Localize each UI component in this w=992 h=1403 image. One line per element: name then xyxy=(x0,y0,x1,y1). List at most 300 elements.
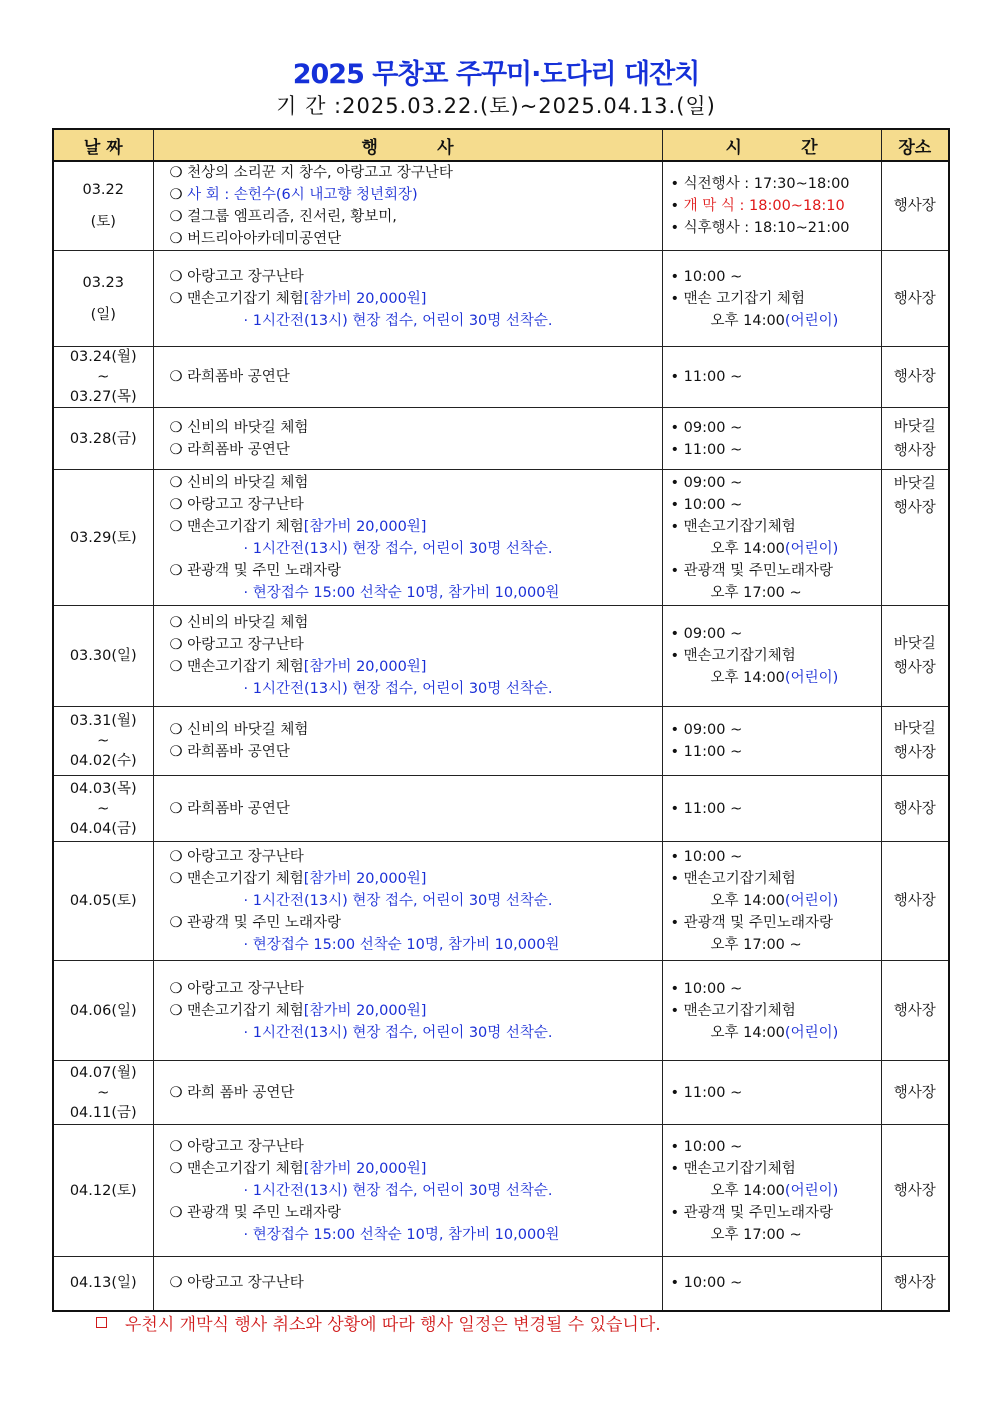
circle-bullet-icon: ❍ xyxy=(169,496,188,513)
dot-bullet-icon: • xyxy=(670,369,684,385)
text-segment: · 1시간전(13시) 현장 접수, 어린이 30명 선착순. xyxy=(243,1024,553,1041)
circle-bullet-icon: ❍ xyxy=(169,187,188,203)
text-segment: (어린이) xyxy=(784,893,839,909)
text-line xyxy=(671,266,881,288)
text-segment: 식후행사 : 18:10~21:00 xyxy=(683,220,850,236)
text-segment: 오후 14:00 xyxy=(710,1182,785,1199)
event-cell xyxy=(153,1061,662,1125)
text-segment: 09:00 ~ xyxy=(683,722,743,738)
dot-bullet-icon: • xyxy=(670,648,684,664)
text-line xyxy=(170,890,662,912)
text-segment: 10:00 ~ xyxy=(683,849,743,865)
text-line xyxy=(170,868,662,890)
date-line: 03.29(토) xyxy=(69,529,137,546)
dot-bullet-icon: • xyxy=(670,198,684,214)
text-segment: 아랑고고 장구난타 xyxy=(187,268,304,285)
date-line: 04.06(일) xyxy=(69,1002,137,1019)
event-cell xyxy=(153,347,662,408)
dot-bullet-icon: • xyxy=(670,441,684,458)
circle-bullet-icon: ❍ xyxy=(169,800,188,817)
text-line xyxy=(671,1136,881,1158)
text-segment: 10:00 ~ xyxy=(683,1275,743,1292)
date-line xyxy=(54,293,153,305)
text-segment: 신비의 바닷길 체험 xyxy=(187,722,309,738)
text-segment: 11:00 ~ xyxy=(683,1084,743,1101)
time-cell xyxy=(662,1061,881,1125)
text-line xyxy=(170,1082,662,1104)
circle-bullet-icon: ❍ xyxy=(169,419,188,436)
table-row xyxy=(53,251,949,347)
date-line xyxy=(54,200,153,212)
text-line xyxy=(671,195,881,217)
text-line xyxy=(170,656,662,678)
table-row xyxy=(53,1125,949,1257)
text-segment: 맨손고기잡기체험 xyxy=(683,1160,796,1177)
table-row xyxy=(53,776,949,842)
place-cell xyxy=(881,961,949,1061)
text-segment: 관광객 및 주민 노래자랑 xyxy=(187,1204,342,1221)
dot-bullet-icon: • xyxy=(670,176,684,192)
time-cell xyxy=(662,776,881,842)
text-segment: (어린이) xyxy=(784,1024,839,1041)
text-segment: 개 막 식 : 18:00~18:10 xyxy=(683,198,845,214)
text-segment: · 1시간전(13시) 현장 접수, 어린이 30명 선착순. xyxy=(243,312,553,329)
dot-bullet-icon: • xyxy=(670,419,684,436)
text-line xyxy=(671,516,881,538)
text-segment: 11:00 ~ xyxy=(683,744,743,760)
place-cell xyxy=(881,842,949,961)
text-segment: 라희폼바 공연단 xyxy=(187,441,290,458)
text-line xyxy=(170,184,662,206)
text-segment: 오후 14:00 xyxy=(710,1024,785,1041)
text-line xyxy=(170,538,662,560)
time-cell xyxy=(662,161,881,251)
text-segment: 관광객 및 주민노래자랑 xyxy=(683,1204,833,1221)
text-segment: 버드리아아카데미공연단 xyxy=(187,231,342,247)
text-segment: 관광객 및 주민 노래자랑 xyxy=(187,915,342,931)
text-segment: 아랑고고 장구난타 xyxy=(187,980,304,997)
text-line xyxy=(170,741,662,763)
text-line xyxy=(170,934,662,956)
event-cell xyxy=(153,470,662,606)
time-cell xyxy=(662,1257,881,1311)
text-segment: 라희폼바 공연단 xyxy=(187,744,290,760)
circle-bullet-icon: ❍ xyxy=(169,268,188,285)
date-line: 04.05(토) xyxy=(69,893,137,909)
text-segment: (어린이) xyxy=(784,312,839,329)
circle-bullet-icon: ❍ xyxy=(169,441,188,458)
date-cell xyxy=(53,161,153,251)
table-row xyxy=(53,347,949,408)
event-cell xyxy=(153,776,662,842)
circle-bullet-icon: ❍ xyxy=(169,659,188,675)
text-segment: · 1시간전(13시) 현장 접수, 어린이 30명 선착순. xyxy=(243,893,553,909)
text-segment: 라희 폼바 공연단 xyxy=(187,1084,295,1101)
page-title: 2025 무창포 주꾸미·도다리 대잔치 xyxy=(292,59,700,90)
text-line xyxy=(671,366,881,388)
text-segment: 11:00 ~ xyxy=(683,369,743,385)
text-line xyxy=(170,634,662,656)
text-segment: 오후 14:00 xyxy=(710,670,785,686)
date-cell xyxy=(53,470,153,606)
text-line xyxy=(671,1272,881,1294)
date-line: (일) xyxy=(90,306,116,323)
time-cell xyxy=(662,408,881,470)
circle-bullet-icon: ❍ xyxy=(169,562,188,579)
text-segment: · 현장접수 15:00 선착순 10명, 참가비 10,000원 xyxy=(243,1226,560,1243)
table-row xyxy=(53,470,949,606)
text-segment: (어린이) xyxy=(784,670,839,686)
text-line xyxy=(170,560,662,582)
text-line xyxy=(170,1180,662,1202)
text-line xyxy=(671,912,881,934)
date-line: 04.12(토) xyxy=(69,1182,137,1199)
place-cell xyxy=(881,161,949,251)
event-cell xyxy=(153,707,662,776)
text-line xyxy=(170,310,662,332)
date-line: ~ xyxy=(97,1084,110,1101)
date-cell xyxy=(53,251,153,347)
circle-bullet-icon: ❍ xyxy=(169,637,188,653)
place-cell xyxy=(881,470,949,606)
text-segment: 관광객 및 주민노래자랑 xyxy=(683,915,833,931)
dot-bullet-icon: • xyxy=(670,562,684,579)
text-segment: 맨손고기잡기체험 xyxy=(683,871,796,887)
date-line: 04.02(수) xyxy=(69,753,137,769)
place-cell xyxy=(881,1125,949,1257)
text-line xyxy=(671,719,881,741)
place-cell xyxy=(881,408,949,470)
text-line xyxy=(671,978,881,1000)
text-line xyxy=(671,310,881,332)
text-line xyxy=(170,1272,662,1294)
date-line: 03.24(월) xyxy=(69,349,137,365)
text-line xyxy=(671,741,881,763)
event-cell xyxy=(153,408,662,470)
circle-bullet-icon: ❍ xyxy=(169,1002,188,1019)
table-row xyxy=(53,961,949,1061)
dot-bullet-icon: • xyxy=(670,474,684,491)
event-cell xyxy=(153,842,662,961)
date-cell xyxy=(53,347,153,408)
text-line xyxy=(671,846,881,868)
text-segment: 천상의 소리꾼 지 창수, 아랑고고 장구난타 xyxy=(187,165,453,181)
text-segment: 라희폼바 공연단 xyxy=(187,369,290,385)
place-cell xyxy=(881,251,949,347)
text-line xyxy=(671,934,881,956)
time-cell xyxy=(662,707,881,776)
circle-bullet-icon: ❍ xyxy=(169,849,188,865)
circle-bullet-icon: ❍ xyxy=(169,369,188,385)
circle-bullet-icon: ❍ xyxy=(169,474,188,491)
event-cell xyxy=(153,961,662,1061)
time-cell xyxy=(662,842,881,961)
text-line xyxy=(671,890,881,912)
text-line xyxy=(170,582,662,604)
dot-bullet-icon: • xyxy=(670,849,684,865)
dot-bullet-icon: • xyxy=(670,290,684,307)
date-line: 04.07(월) xyxy=(69,1064,137,1081)
text-segment: [참가비 20,000원] xyxy=(303,1002,427,1019)
text-segment: 맨손고기잡기체험 xyxy=(683,1002,796,1019)
date-line: 04.04(금) xyxy=(69,820,137,837)
text-line xyxy=(170,798,662,820)
time-cell xyxy=(662,1125,881,1257)
event-cell xyxy=(153,161,662,251)
text-segment: 아랑고고 장구난타 xyxy=(187,637,304,653)
text-segment: 라희폼바 공연단 xyxy=(187,800,290,817)
dot-bullet-icon: • xyxy=(670,871,684,887)
text-line xyxy=(671,1224,881,1246)
text-line xyxy=(671,417,881,439)
text-line xyxy=(170,206,662,228)
date-line: 03.30(일) xyxy=(69,648,137,664)
text-line xyxy=(170,612,662,634)
text-line xyxy=(671,798,881,820)
circle-bullet-icon: ❍ xyxy=(169,615,188,631)
text-segment: · 현장접수 15:00 선착순 10명, 참가비 10,000원 xyxy=(243,584,560,601)
date-cell xyxy=(53,408,153,470)
text-line xyxy=(170,912,662,934)
text-line xyxy=(170,417,662,439)
text-line xyxy=(170,516,662,538)
text-line xyxy=(170,1022,662,1044)
text-line xyxy=(671,173,881,195)
place-line: 행사장 xyxy=(893,369,936,385)
text-segment: 오후 17:00 ~ xyxy=(710,937,802,953)
text-line xyxy=(170,1136,662,1158)
text-line xyxy=(671,1158,881,1180)
date-line: (토) xyxy=(90,214,116,230)
text-line xyxy=(671,1180,881,1202)
dot-bullet-icon: • xyxy=(670,1002,684,1019)
place-line: 행사장 xyxy=(893,1275,936,1292)
date-cell xyxy=(53,707,153,776)
text-segment: [참가비 20,000원] xyxy=(303,518,427,535)
circle-bullet-icon: ❍ xyxy=(169,980,188,997)
text-segment: 11:00 ~ xyxy=(683,441,743,458)
text-line xyxy=(170,678,662,700)
place-line: 바닷길 xyxy=(893,418,936,435)
text-segment: 걸그룹 엠프리즘, 진서린, 황보미, xyxy=(187,209,397,225)
date-cell xyxy=(53,961,153,1061)
text-segment: · 1시간전(13시) 현장 접수, 어린이 30명 선착순. xyxy=(243,540,553,557)
text-segment: 10:00 ~ xyxy=(683,268,743,285)
circle-bullet-icon: ❍ xyxy=(169,1138,188,1155)
text-line xyxy=(671,1022,881,1044)
text-line xyxy=(170,494,662,516)
table-row xyxy=(53,842,949,961)
place-cell xyxy=(881,776,949,842)
table-row xyxy=(53,408,949,470)
text-line xyxy=(671,538,881,560)
text-segment: 09:00 ~ xyxy=(683,474,743,491)
text-line xyxy=(170,846,662,868)
event-period: 기 간 :2025.03.22.(토)~2025.04.13.(일) xyxy=(276,94,716,118)
place-line: 바닷길 xyxy=(893,721,936,737)
header-event: 행 사 xyxy=(153,129,662,161)
event-cell xyxy=(153,251,662,347)
date-line: 04.03(목) xyxy=(69,780,137,797)
text-line xyxy=(170,288,662,310)
text-segment: 사 회 : 손헌수(6시 내고향 청년회장) xyxy=(187,187,418,203)
text-segment: 아랑고고 장구난타 xyxy=(187,849,304,865)
text-segment: 09:00 ~ xyxy=(683,626,743,642)
place-line: 행사장 xyxy=(893,1182,936,1199)
place-line: 행사장 xyxy=(893,290,936,307)
date-cell xyxy=(53,1061,153,1125)
time-cell xyxy=(662,251,881,347)
text-line xyxy=(671,1202,881,1224)
event-cell xyxy=(153,1257,662,1311)
text-line xyxy=(170,1224,662,1246)
dot-bullet-icon: • xyxy=(670,1084,684,1101)
text-segment: 신비의 바닷길 체험 xyxy=(187,615,309,631)
text-segment: 아랑고고 장구난타 xyxy=(187,1138,304,1155)
text-line xyxy=(671,667,881,689)
text-line xyxy=(671,560,881,582)
place-line: 행사장 xyxy=(893,660,936,676)
dot-bullet-icon: • xyxy=(670,220,684,236)
time-cell xyxy=(662,347,881,408)
circle-bullet-icon: ❍ xyxy=(169,1275,188,1292)
text-segment: 신비의 바닷길 체험 xyxy=(187,419,309,436)
circle-bullet-icon: ❍ xyxy=(169,915,188,931)
circle-bullet-icon: ❍ xyxy=(169,744,188,760)
text-line xyxy=(170,1000,662,1022)
place-cell xyxy=(881,347,949,408)
dot-bullet-icon: • xyxy=(670,1138,684,1155)
text-segment: 09:00 ~ xyxy=(683,419,743,436)
dot-bullet-icon: • xyxy=(670,980,684,997)
text-segment: 맨손고기잡기 체험 xyxy=(187,518,304,535)
event-cell xyxy=(153,606,662,707)
text-segment: [참가비 20,000원] xyxy=(303,1160,427,1177)
time-cell xyxy=(662,606,881,707)
text-line xyxy=(671,868,881,890)
text-line xyxy=(671,217,881,239)
dot-bullet-icon: • xyxy=(670,626,684,642)
text-line xyxy=(671,439,881,461)
place-cell xyxy=(881,606,949,707)
text-line xyxy=(671,645,881,667)
dot-bullet-icon: • xyxy=(670,915,684,931)
text-segment: 맨손고기잡기 체험 xyxy=(187,290,304,307)
date-cell xyxy=(53,842,153,961)
text-segment: 10:00 ~ xyxy=(683,496,743,513)
text-segment: 10:00 ~ xyxy=(683,1138,743,1155)
text-segment: 식전행사 : 17:30~18:00 xyxy=(683,176,850,192)
circle-bullet-icon: ❍ xyxy=(169,871,188,887)
text-segment: 오후 14:00 xyxy=(710,540,785,557)
table-row xyxy=(53,1257,949,1311)
place-cell xyxy=(881,1257,949,1311)
text-segment: 맨손고기잡기 체험 xyxy=(187,1160,304,1177)
text-segment: [참가비 20,000원] xyxy=(303,871,427,887)
dot-bullet-icon: • xyxy=(670,518,684,535)
text-segment: 아랑고고 장구난타 xyxy=(187,1275,304,1292)
text-segment: (어린이) xyxy=(784,1182,839,1199)
text-segment: (어린이) xyxy=(784,540,839,557)
dot-bullet-icon: • xyxy=(670,1204,684,1221)
date-cell xyxy=(53,606,153,707)
date-line: 03.27(목) xyxy=(69,389,137,405)
text-line xyxy=(671,623,881,645)
dot-bullet-icon: • xyxy=(670,800,684,817)
text-segment: 아랑고고 장구난타 xyxy=(187,496,304,513)
text-segment: 오후 14:00 xyxy=(710,893,785,909)
header-date: 날 짜 xyxy=(53,129,153,161)
place-cell xyxy=(881,1061,949,1125)
text-line xyxy=(170,162,662,184)
text-line xyxy=(170,366,662,388)
place-line: 바닷길 xyxy=(893,476,936,492)
place-line: 행사장 xyxy=(893,442,936,459)
place-line: 행사장 xyxy=(893,1002,936,1019)
dot-bullet-icon: • xyxy=(670,268,684,285)
date-line: 04.13(일) xyxy=(69,1275,137,1292)
table-row xyxy=(53,606,949,707)
text-segment: 맨손고기잡기 체험 xyxy=(187,659,304,675)
table-row xyxy=(53,1061,949,1125)
circle-bullet-icon: ❍ xyxy=(169,209,188,225)
table-row xyxy=(53,161,949,251)
place-line: 바닷길 xyxy=(893,636,936,652)
table-header-row xyxy=(53,129,949,161)
text-line xyxy=(671,288,881,310)
date-line: 03.28(금) xyxy=(69,430,137,447)
text-line xyxy=(170,1158,662,1180)
text-segment: 관광객 및 주민노래자랑 xyxy=(683,562,833,579)
text-segment: 신비의 바닷길 체험 xyxy=(187,474,309,491)
event-cell xyxy=(153,1125,662,1257)
text-segment: [참가비 20,000원] xyxy=(303,659,427,675)
schedule-table xyxy=(52,128,950,1312)
text-segment: 맨손고기잡기체험 xyxy=(683,518,796,535)
text-segment: · 1시간전(13시) 현장 접수, 어린이 30명 선착순. xyxy=(243,681,553,697)
time-cell xyxy=(662,470,881,606)
place-line: 행사장 xyxy=(893,198,936,214)
time-cell xyxy=(662,961,881,1061)
text-line xyxy=(170,266,662,288)
text-segment: 오후 14:00 xyxy=(710,312,785,329)
footnote-text: 우천시 개막식 행사 취소와 상황에 따라 행사 일정은 변경될 수 있습니다. xyxy=(125,1315,661,1335)
date-line: 03.22 xyxy=(82,182,124,198)
text-line xyxy=(671,494,881,516)
header-place: 장소 xyxy=(881,129,949,161)
text-line xyxy=(671,472,881,494)
place-line: 행사장 xyxy=(893,1084,936,1101)
text-segment: 10:00 ~ xyxy=(683,980,743,997)
date-line: 04.11(금) xyxy=(69,1104,137,1121)
dot-bullet-icon: • xyxy=(670,1160,684,1177)
text-line xyxy=(170,978,662,1000)
text-segment: · 1시간전(13시) 현장 접수, 어린이 30명 선착순. xyxy=(243,1182,553,1199)
text-segment: 맨손 고기잡기 체험 xyxy=(683,290,805,307)
circle-bullet-icon: ❍ xyxy=(169,290,188,307)
circle-bullet-icon: ❍ xyxy=(169,1160,188,1177)
place-line: 행사장 xyxy=(893,893,936,909)
text-segment: 맨손고기잡기 체험 xyxy=(187,1002,304,1019)
date-cell xyxy=(53,1257,153,1311)
date-line: 03.23 xyxy=(82,274,124,291)
circle-bullet-icon: ❍ xyxy=(169,165,188,181)
date-line: ~ xyxy=(97,733,110,749)
header-time: 시 간 xyxy=(662,129,881,161)
checkbox-square-icon xyxy=(96,1317,107,1328)
dot-bullet-icon: • xyxy=(670,1275,684,1292)
date-line: ~ xyxy=(97,369,110,385)
